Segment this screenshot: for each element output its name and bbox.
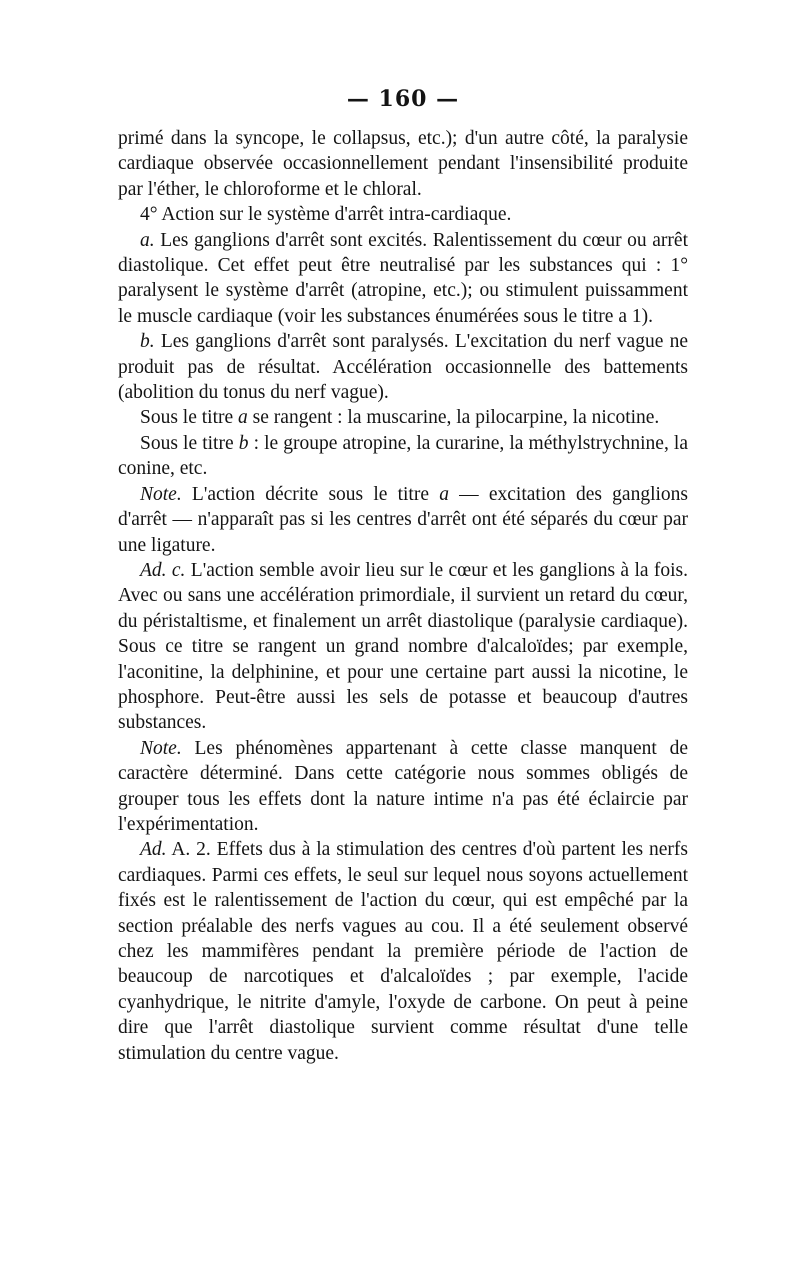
paragraph-text: primé dans la syncope, le collapsus, etc.); d'un autre côté, la paralysie cardiaque observée occasionnellement pendant l'insensibilité produite par l'éther, le chloroforme et le chloral.: [118, 128, 688, 200]
paragraph: [118, 431, 688, 482]
paragraph: [118, 558, 688, 736]
paragraph: [118, 329, 688, 405]
paragraph-text: A. 2. Effets dus à la stimulation des centres d'où partent les nerfs cardiaques. Parmi ces effets, le seul sur lequel nous soyons actuellement fixés est le ralentissement de l'action du cœur, qui est empêché par la section préalable des nerfs vagues au cou. Il a été seulement observé chez les mammifères pendant la première période de l'action de beaucoup de narcotiques et d'alcaloïdes ; par exemple, l'acide cyanhydrique, le nitrite d'amyle, l'oxyde de carbone. On peut à peine dire que l'arrêt diastolique survient comme résultat d'une telle stimulation du centre vague.: [118, 839, 688, 1064]
page-number: — 160 —: [346, 86, 460, 112]
paragraph-lead: a.: [140, 229, 155, 251]
paragraph: [118, 837, 688, 1066]
paragraph: [118, 736, 688, 838]
paragraph-italic: a: [238, 407, 248, 429]
paragraph: [118, 126, 688, 202]
paragraph-lead: Note.: [140, 737, 182, 759]
paragraph-lead: Ad. c.: [140, 559, 186, 581]
paragraph-text: Les ganglions d'arrêt sont excités. Ralentissement du cœur ou arrêt diastolique. Cet effet peut être neutralisé par les substances qui : 1° paralysent le système d'arrêt (atropine, etc.); ou stimulent puissamment le muscle cardiaque (voir les substances énumérées sous le titre a 1).: [118, 229, 688, 327]
paragraph-pre: Sous le titre: [140, 407, 239, 429]
paragraph: [118, 228, 688, 330]
document-page: [118, 86, 688, 1066]
paragraph-text: Les phénomènes appartenant à cette classe manquent de caractère déterminé. Dans cette catégorie nous sommes obligés de grouper tous les effets dont la nature intime n'a pas été éclaircie par l'expérimentation.: [118, 737, 688, 835]
paragraph-text: 4° Action sur le système d'arrêt intra-cardiaque.: [140, 204, 512, 226]
paragraph: [118, 202, 688, 227]
paragraph-text: : le groupe atropine, la curarine, la méthylstrychnine, la conine, etc.: [118, 432, 688, 480]
paragraph-pre: L'action décrite sous le titre: [181, 483, 440, 505]
paragraph-lead: b.: [140, 331, 155, 353]
paragraph: [118, 405, 688, 430]
paragraph-text: L'action semble avoir lieu sur le cœur et les ganglions à la fois. Avec ou sans une accélération primordiale, il survient un retard du cœur, du péristaltisme, et finalement un arrêt diastolique (paralysie cardiaque). Sous ce titre se rangent un grand nombre d'alcaloïdes; par exemple, l'aconitine, la delphinine, et pour une certaine part aussi la nicotine, le phosphore. Peut-être aussi les sels de potasse et beaucoup d'autres substances.: [118, 559, 688, 734]
paragraph-lead: Note.: [140, 483, 182, 505]
paragraph-italic: a: [439, 483, 449, 505]
paragraph-italic: b: [238, 432, 249, 454]
paragraph-pre: Sous le titre: [140, 432, 239, 454]
paragraph-text: — excitation des ganglions d'arrêt — n'apparaît pas si les centres d'arrêt ont été séparés du cœur par une ligature.: [118, 483, 688, 556]
paragraph: [118, 482, 688, 558]
paragraph-lead: Ad.: [140, 839, 167, 861]
paragraph-text: se rangent : la muscarine, la pilocarpine, la nicotine.: [247, 407, 660, 429]
paragraph-text: Les ganglions d'arrêt sont paralysés. L'excitation du nerf vague ne produit pas de résultat. Accélération occasionnelle des battements (abolition du tonus du nerf vague).: [118, 331, 688, 404]
